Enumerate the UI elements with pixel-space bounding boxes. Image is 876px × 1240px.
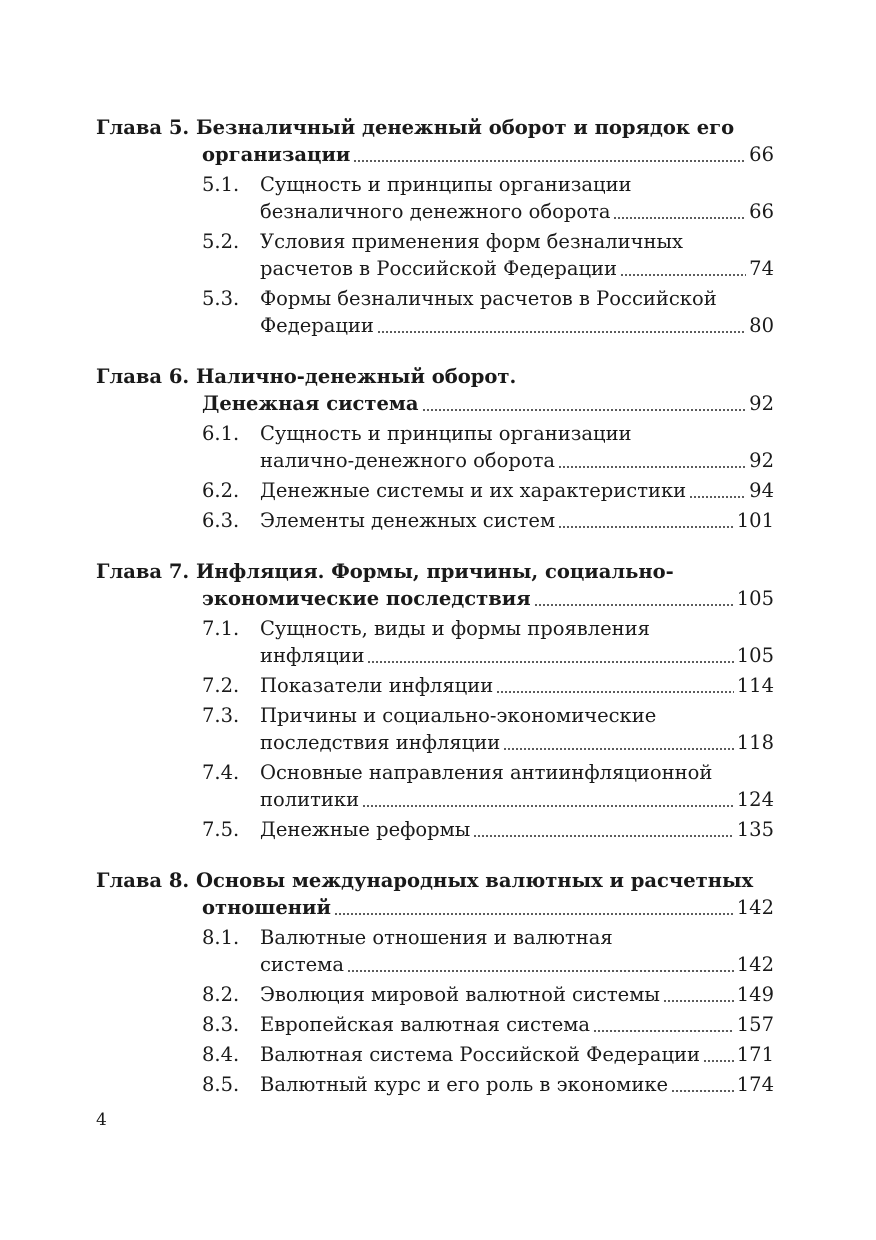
section-entry[interactable]	[260, 816, 774, 844]
section-entry[interactable]	[260, 312, 774, 340]
section-entry[interactable]	[260, 672, 774, 700]
section-entry[interactable]	[260, 1041, 774, 1069]
chapter-8-title-cont: отношений	[202, 896, 331, 919]
section-title: Валютный курс и его роль в экономике	[260, 1073, 669, 1096]
section-title: Сущность и принципы организации	[260, 422, 632, 445]
chapter-8-entry[interactable]	[202, 894, 774, 922]
chapter-5-title: Глава 5. Безналичный денежный оборот и порядок его	[96, 116, 735, 139]
chapter-7-entry[interactable]	[202, 585, 774, 613]
section-number: 7.3.	[202, 704, 240, 727]
dot-leader	[496, 686, 734, 694]
chapter-5-page: 66	[749, 143, 774, 166]
section-page: 94	[749, 479, 774, 502]
section-page: 74	[749, 257, 774, 280]
section-page: 105	[736, 644, 774, 667]
section-entry[interactable]	[260, 1011, 774, 1039]
chapter-6-title-cont: Денежная система	[202, 392, 419, 415]
dot-leader	[620, 269, 746, 277]
section-entry[interactable]	[260, 477, 774, 505]
section-page: 174	[736, 1073, 774, 1096]
section-title: Сущность, виды и формы проявления	[260, 617, 650, 640]
section-entry[interactable]	[260, 507, 774, 535]
dot-leader	[558, 461, 746, 469]
chapter-6-entry[interactable]	[202, 390, 774, 418]
section-number: 8.2.	[202, 983, 240, 1006]
section-number: 8.3.	[202, 1013, 240, 1036]
dot-leader	[367, 656, 733, 664]
section-number: 5.2.	[202, 230, 240, 253]
section-page: 171	[736, 1043, 774, 1066]
section-page: 142	[736, 953, 774, 976]
chapter-7-page: 105	[736, 587, 774, 610]
dot-leader	[334, 908, 734, 916]
section-title-cont: инфляции	[260, 644, 365, 667]
section-entry[interactable]	[260, 642, 774, 670]
section-entry[interactable]	[260, 951, 774, 979]
chapter-6-page: 92	[749, 392, 774, 415]
dot-leader	[503, 743, 734, 751]
section-title: Причины и социально-экономические	[260, 704, 657, 727]
section-number: 8.4.	[202, 1043, 240, 1066]
section-title-cont: Федерации	[260, 314, 374, 337]
section-title: Европейская валютная система	[260, 1013, 591, 1036]
section-entry[interactable]	[260, 981, 774, 1009]
section-title: Формы безналичных расчетов в Российской	[260, 287, 717, 310]
chapter-7-title: Глава 7. Инфляция. Формы, причины, социально-	[96, 560, 674, 583]
dot-leader	[663, 995, 734, 1003]
section-page: 80	[749, 314, 774, 337]
section-number: 8.1.	[202, 926, 240, 949]
section-title: Элементы денежных систем	[260, 509, 556, 532]
dot-leader	[377, 326, 746, 334]
section-page: 157	[736, 1013, 774, 1036]
chapter-5-entry[interactable]	[202, 141, 774, 169]
dot-leader	[362, 800, 734, 808]
chapter-8-page: 142	[736, 896, 774, 919]
section-number: 5.3.	[202, 287, 240, 310]
section-entry[interactable]	[260, 786, 774, 814]
section-title: Основные направления антиинфляционной	[260, 761, 713, 784]
section-page: 124	[736, 788, 774, 811]
dot-leader	[422, 404, 747, 412]
dot-leader	[558, 521, 734, 529]
section-page: 114	[736, 674, 774, 697]
section-title: Эволюция мировой валютной системы	[260, 983, 660, 1006]
section-title: Показатели инфляции	[260, 674, 494, 697]
section-title-cont: система	[260, 953, 344, 976]
dot-leader	[703, 1055, 734, 1063]
section-entry[interactable]	[260, 729, 774, 757]
section-title: Условия применения форм безналичных	[260, 230, 684, 253]
chapter-6-title: Глава 6. Налично-денежный оборот.	[96, 365, 517, 388]
section-title-cont: налично-денежного оборота	[260, 449, 555, 472]
section-page: 66	[749, 200, 774, 223]
section-title-cont: последствия инфляции	[260, 731, 501, 754]
dot-leader	[689, 491, 746, 499]
section-number: 7.5.	[202, 818, 240, 841]
section-page: 135	[736, 818, 774, 841]
section-title-cont: безналичного денежного оборота	[260, 200, 611, 223]
section-page: 101	[736, 509, 774, 532]
section-entry[interactable]	[260, 255, 774, 283]
section-number: 6.2.	[202, 479, 240, 502]
section-entry[interactable]	[260, 198, 774, 226]
dot-leader	[347, 965, 734, 973]
chapter-5-title-cont: организации	[202, 143, 351, 166]
section-number: 7.1.	[202, 617, 240, 640]
chapter-8-title: Глава 8. Основы международных валютных и расчетных	[96, 869, 754, 892]
dot-leader	[671, 1085, 734, 1093]
section-page: 118	[736, 731, 774, 754]
dot-leader	[534, 599, 734, 607]
page-number: 4	[96, 1110, 107, 1130]
dot-leader	[613, 212, 746, 220]
section-number: 6.1.	[202, 422, 240, 445]
section-number: 7.2.	[202, 674, 240, 697]
section-number: 5.1.	[202, 173, 240, 196]
section-page: 92	[749, 449, 774, 472]
section-title: Денежные системы и их характеристики	[260, 479, 687, 502]
dot-leader	[473, 830, 733, 838]
chapter-7-title-cont: экономические последствия	[202, 587, 531, 610]
section-number: 8.5.	[202, 1073, 240, 1096]
section-number: 6.3.	[202, 509, 240, 532]
section-title: Валютные отношения и валютная	[260, 926, 613, 949]
dot-leader	[353, 155, 746, 163]
section-title-cont: политики	[260, 788, 360, 811]
section-page: 149	[736, 983, 774, 1006]
section-title: Сущность и принципы организации	[260, 173, 632, 196]
section-title-cont: расчетов в Российской Федерации	[260, 257, 617, 280]
section-title: Денежные реформы	[260, 818, 471, 841]
dot-leader	[593, 1025, 734, 1033]
section-entry[interactable]	[260, 447, 774, 475]
section-entry[interactable]	[260, 1071, 774, 1099]
section-number: 7.4.	[202, 761, 240, 784]
section-title: Валютная система Российской Федерации	[260, 1043, 701, 1066]
